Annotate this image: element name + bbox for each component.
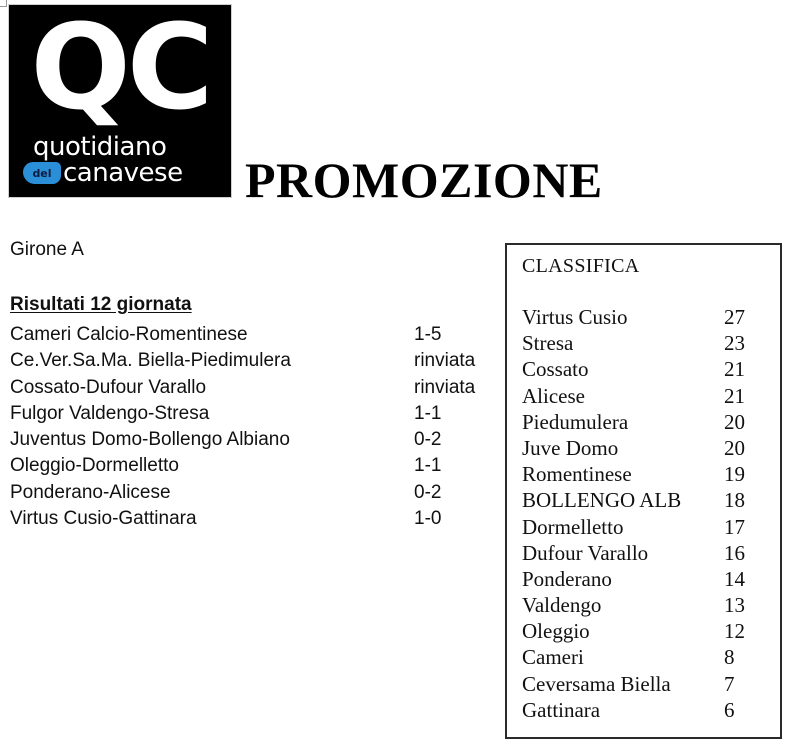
standing-points: 20 xyxy=(724,435,745,460)
standing-row xyxy=(522,566,772,592)
standing-row xyxy=(522,461,772,487)
standing-row xyxy=(522,514,772,540)
standing-points: 17 xyxy=(724,514,745,539)
result-score: rinviata xyxy=(414,350,476,372)
page-title: PROMOZIONE xyxy=(245,152,603,208)
standing-points: 18 xyxy=(724,488,745,513)
standing-team: Juve Domo xyxy=(522,435,619,460)
result-match: Ce.Ver.Sa.Ma. Biella-Piedimulera xyxy=(10,350,291,372)
standing-points: 23 xyxy=(724,331,745,356)
standing-points: 20 xyxy=(724,409,745,434)
standing-points: 13 xyxy=(724,593,745,618)
quotidiano-canavese-logo xyxy=(9,0,231,197)
standing-points: 16 xyxy=(724,540,745,565)
result-score: 0-2 xyxy=(414,429,442,451)
standing-points: 14 xyxy=(724,566,745,591)
standing-team: Virtus Cusio xyxy=(522,305,628,329)
standing-points: 27 xyxy=(724,305,745,329)
result-match: Oleggio-Dormelletto xyxy=(10,455,179,477)
result-score: 1-0 xyxy=(414,508,442,530)
result-score: rinviata xyxy=(414,376,476,398)
standing-row xyxy=(522,618,772,644)
result-score: 0-2 xyxy=(414,481,442,503)
result-match: Virtus Cusio-Gattinara xyxy=(10,508,197,530)
standing-team: Oleggio xyxy=(522,619,590,644)
standing-team: Piedumulera xyxy=(522,409,629,434)
result-score: 1-1 xyxy=(414,455,442,477)
result-row xyxy=(10,375,500,401)
group-label: Girone A xyxy=(10,239,84,260)
result-score: 1-1 xyxy=(414,402,442,424)
standing-team: Romentinese xyxy=(522,462,632,487)
result-row xyxy=(10,348,500,374)
results-heading: Risultati 12 giornata xyxy=(10,294,192,315)
logo-badge-text: del xyxy=(32,166,52,180)
standings-title: CLASSIFICA xyxy=(522,255,640,277)
standing-team: Dormelletto xyxy=(522,514,624,539)
standings-list xyxy=(522,304,772,723)
standing-team: Ponderano xyxy=(522,566,612,591)
standing-points: 21 xyxy=(724,383,745,408)
result-match: Juventus Domo-Bollengo Albiano xyxy=(10,429,290,451)
standing-points: 6 xyxy=(724,697,735,722)
logo-monogram: QC xyxy=(30,0,210,136)
page-corner-mark xyxy=(0,0,7,7)
standing-team: Stresa xyxy=(522,331,574,356)
standing-team: Dufour Varallo xyxy=(522,540,649,565)
standing-team: Cossato xyxy=(522,357,589,382)
standing-row xyxy=(522,592,772,618)
result-row xyxy=(10,427,500,453)
standings-box xyxy=(505,243,782,739)
standing-row xyxy=(522,435,772,461)
result-row xyxy=(10,480,500,506)
standing-row xyxy=(522,671,772,697)
standing-points: 7 xyxy=(724,671,735,696)
logo-wordmark-line2: canavese xyxy=(63,158,183,188)
result-score: 1-5 xyxy=(414,324,442,345)
standing-row xyxy=(522,304,772,330)
standing-team: Gattinara xyxy=(522,697,601,722)
standing-team: Cameri xyxy=(522,645,584,670)
result-match: Fulgor Valdengo-Stresa xyxy=(10,402,210,424)
standing-points: 8 xyxy=(724,645,735,670)
standing-team: BOLLENGO ALB xyxy=(522,488,682,513)
canavese-map-icon xyxy=(23,162,61,184)
standing-points: 12 xyxy=(724,619,745,644)
standing-points: 19 xyxy=(724,462,745,487)
standing-row xyxy=(522,330,772,356)
standing-row xyxy=(522,409,772,435)
result-match: Ponderano-Alicese xyxy=(10,481,171,503)
standing-points: 21 xyxy=(724,357,745,382)
standing-row xyxy=(522,644,772,670)
standing-row xyxy=(522,356,772,382)
standing-row xyxy=(522,697,772,723)
result-row xyxy=(10,506,500,532)
standing-row xyxy=(522,540,772,566)
results-list xyxy=(10,322,500,532)
standing-row xyxy=(522,383,772,409)
result-match: Cameri Calcio-Romentinese xyxy=(10,324,248,345)
standing-team: Alicese xyxy=(522,383,585,408)
standing-team: Valdengo xyxy=(522,593,602,618)
standing-team: Ceversama Biella xyxy=(522,671,671,696)
result-row xyxy=(10,453,500,479)
logo-wordmark-line2-group xyxy=(23,159,183,187)
standing-row xyxy=(522,487,772,513)
result-row xyxy=(10,401,500,427)
result-row xyxy=(10,322,500,348)
result-match: Cossato-Dufour Varallo xyxy=(10,376,207,398)
logo-wordmark-line1: quotidiano xyxy=(33,132,167,162)
